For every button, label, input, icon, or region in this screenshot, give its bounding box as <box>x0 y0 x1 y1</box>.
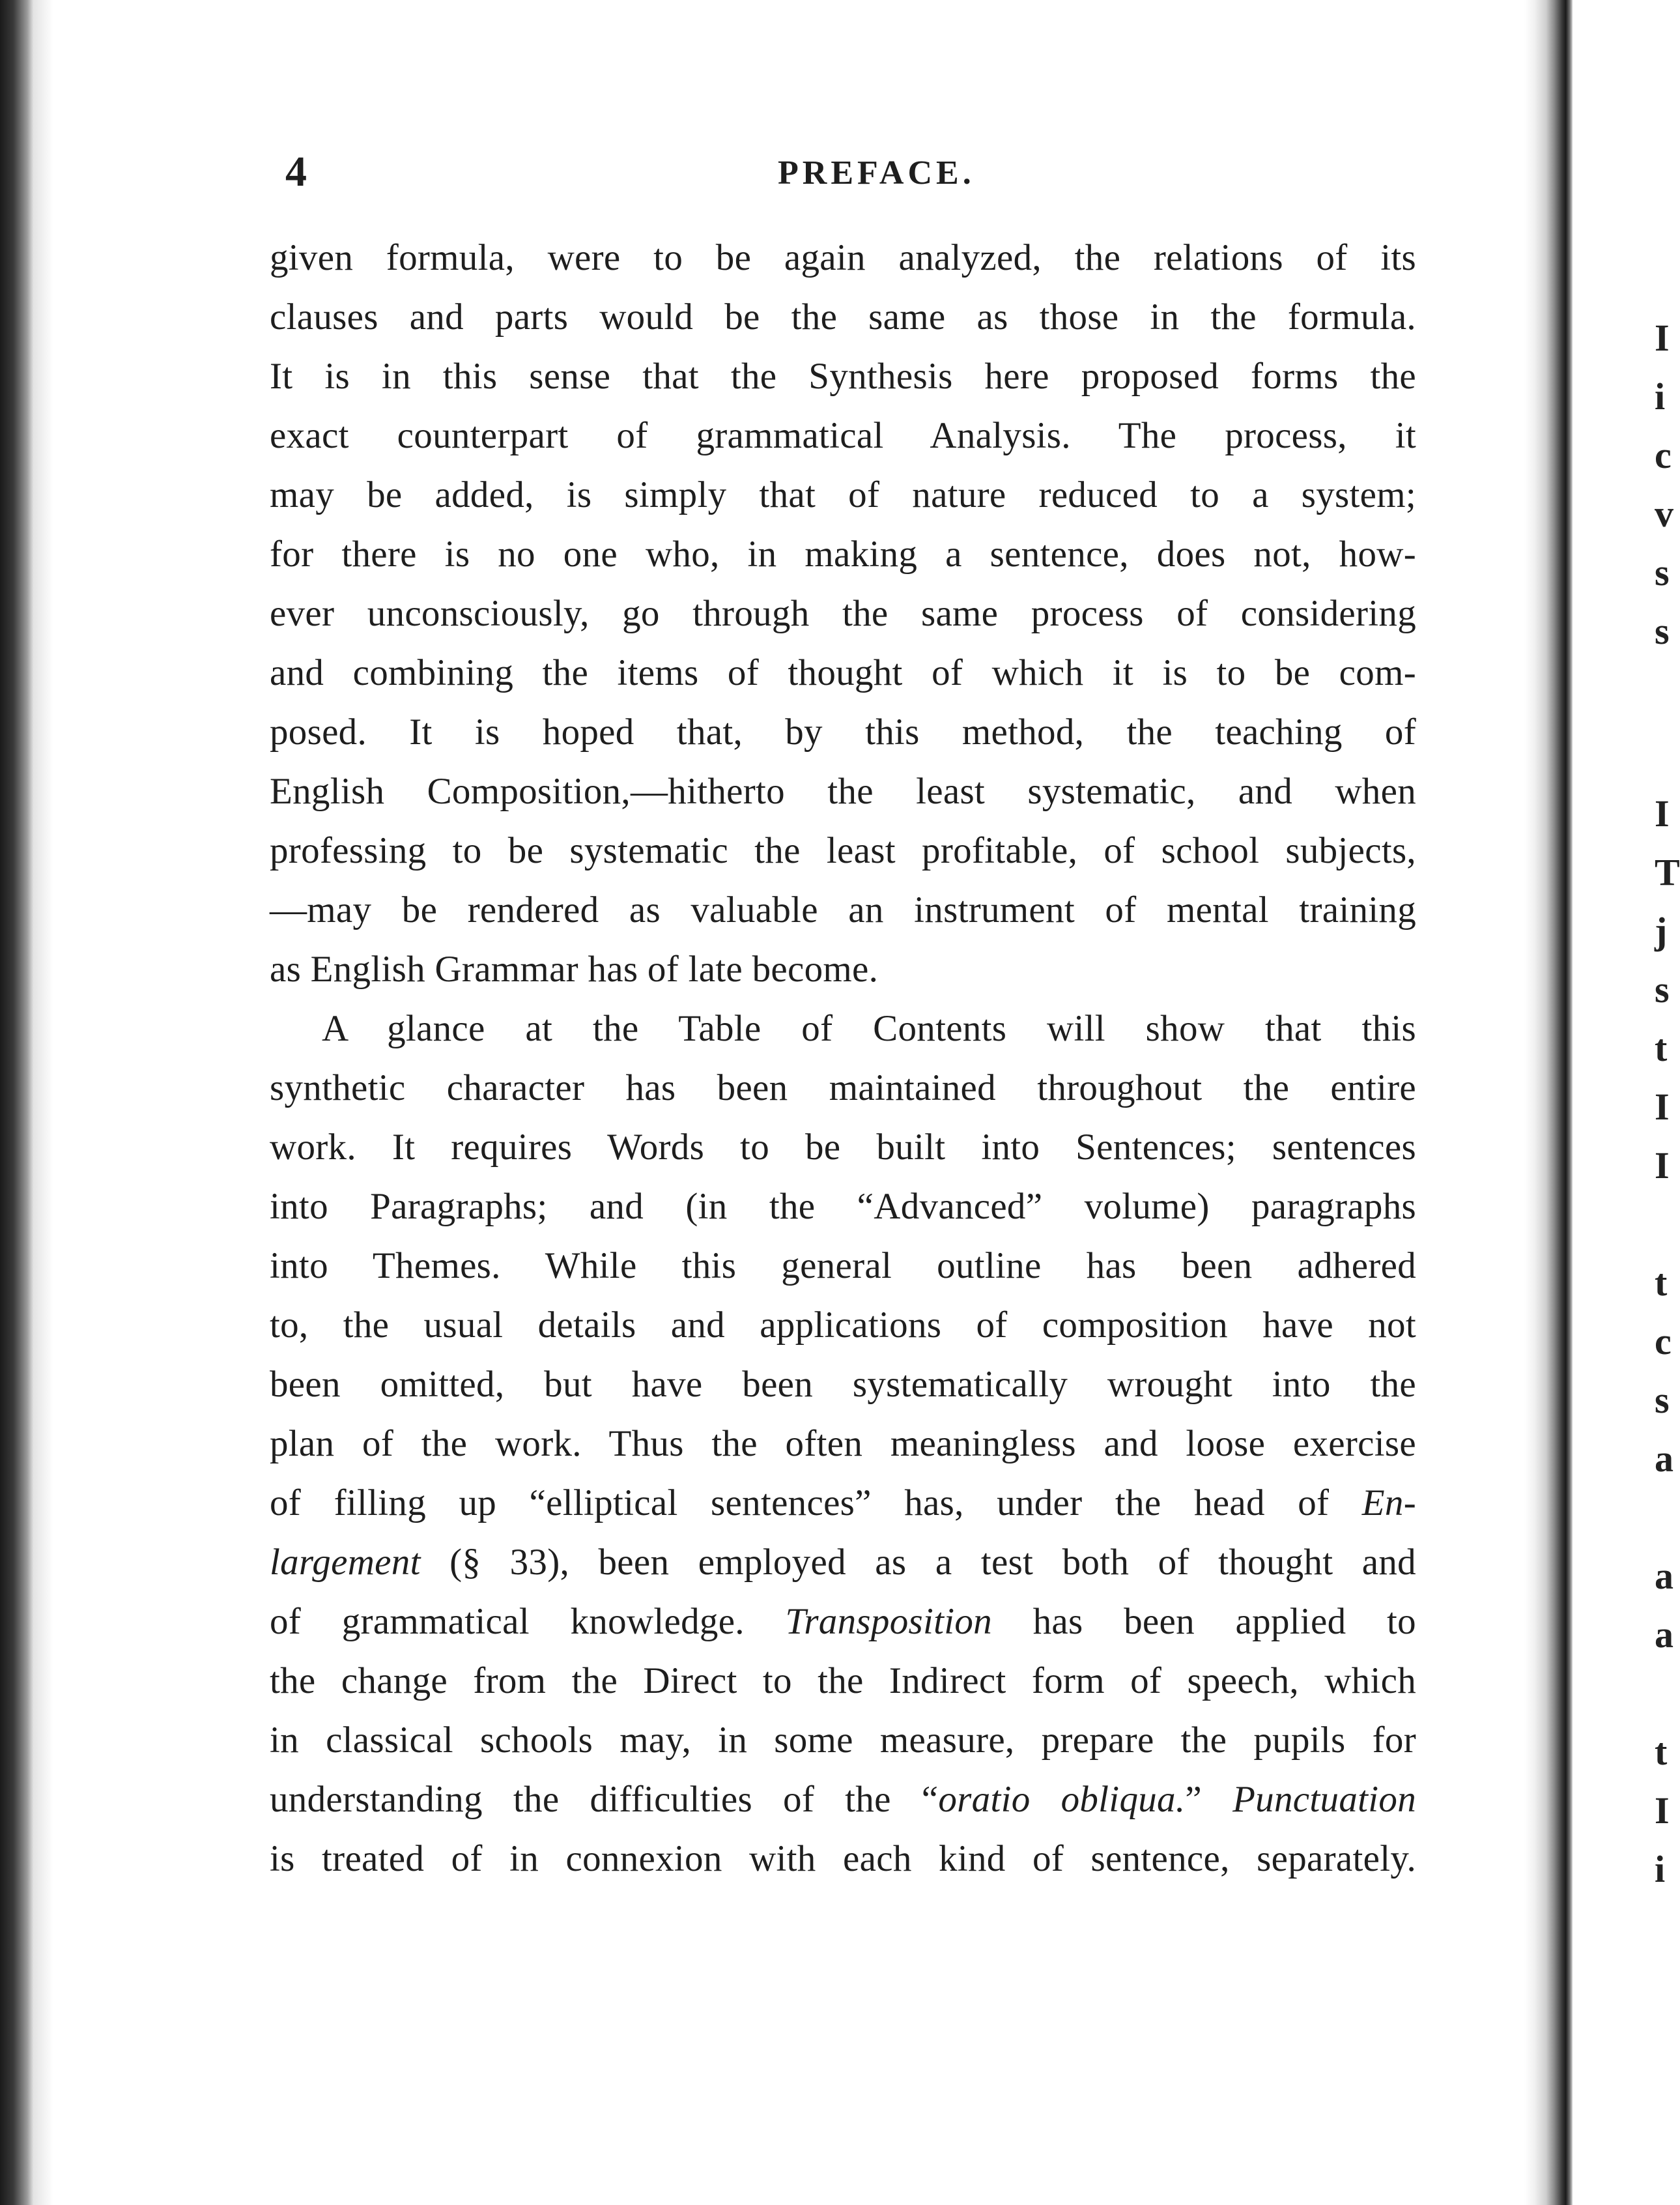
text-run: ” <box>1185 1779 1233 1820</box>
book-page <box>270 130 1416 1879</box>
italic-term: Punctuation <box>1232 1779 1416 1820</box>
facing-page-glyph: a <box>1655 1613 1673 1656</box>
text-line: synthetic character has been maintained throughout the entire <box>270 1067 1416 1108</box>
facing-page-glyph: I <box>1655 317 1670 359</box>
text-line: is treated of in connexion with each kind of sentence, separately. <box>270 1838 1416 1879</box>
facing-page-glyph: t <box>1655 1027 1668 1069</box>
facing-page-glyph: v <box>1655 493 1673 535</box>
facing-page-glyph: I <box>1655 1144 1670 1187</box>
book-gutter-shadow <box>1524 0 1573 2205</box>
facing-page-glyph: c <box>1655 1320 1672 1362</box>
text-line: ever unconsciously, go through the same process of considering <box>270 593 1416 634</box>
text-line <box>270 1770 1416 1829</box>
text-line: posed. It is hoped that, by this method, the teaching of <box>270 712 1416 753</box>
facing-page-glyph: a <box>1655 1555 1673 1597</box>
text-line: A glance at the Table of Contents will show that this <box>322 1008 1416 1049</box>
scan-left-edge <box>0 0 34 2205</box>
text-run: (§ 33), been employed as a test both of thought and <box>420 1542 1416 1583</box>
text-line: clauses and parts would be the same as those in the formula. <box>270 296 1416 338</box>
facing-page-glyph: s <box>1655 968 1670 1011</box>
text-line <box>270 1592 1416 1651</box>
facing-page-glyph: j <box>1655 910 1668 952</box>
facing-page-glyph: s <box>1655 551 1670 594</box>
scan-left-edge-fade <box>34 0 53 2205</box>
facing-page-glyph: I <box>1655 1086 1670 1128</box>
facing-page-glyph: i <box>1655 375 1666 418</box>
text-line <box>270 1533 1416 1592</box>
text-line: the change from the Direct to the Indirect form of speech, which <box>270 1660 1416 1701</box>
page-number: 4 <box>285 148 307 195</box>
facing-page-glyph: s <box>1655 610 1670 652</box>
text-run: of filling up “elliptical sentences” has, under the head of <box>270 1482 1362 1523</box>
text-line: It is in this sense that the Synthesis here proposed forms the <box>270 356 1416 397</box>
facing-page-glyph: t <box>1655 1261 1668 1304</box>
text-line: been omitted, but have been systematically wrought into the <box>270 1364 1416 1405</box>
text-line: exact counterpart of grammatical Analysis. The process, it <box>270 415 1416 456</box>
text-line: English Composition,—hitherto the least systematic, and when <box>270 771 1416 812</box>
text-line: professing to be systematic the least profitable, of school subjects, <box>270 830 1416 871</box>
text-run: understanding the difficulties of the “ <box>270 1779 939 1820</box>
text-line: given formula, were to be again analyzed, the relations of its <box>270 237 1416 278</box>
italic-term: largement <box>270 1542 421 1583</box>
text-line: work. It requires Words to be built into Sentences; sentences <box>270 1127 1416 1168</box>
facing-page-glyph: I <box>1655 1789 1670 1832</box>
body-text <box>270 228 1416 1888</box>
text-run: of grammatical knowledge. <box>270 1601 786 1642</box>
text-line: —may be rendered as valuable an instrument of mental training <box>270 889 1416 930</box>
paragraph-1 <box>270 228 1416 999</box>
italic-term: oratio obliqua. <box>938 1779 1186 1820</box>
text-line: as English Grammar has of late become. <box>270 949 879 990</box>
text-line <box>270 1473 1416 1533</box>
running-head <box>270 130 1416 209</box>
text-line: into Paragraphs; and (in the “Advanced” volume) paragraphs <box>270 1186 1416 1227</box>
text-line: to, the usual details and applications of composition have not <box>270 1304 1416 1346</box>
italic-term: En- <box>1361 1482 1416 1523</box>
facing-page-glyph: s <box>1655 1379 1670 1421</box>
text-line: for there is no one who, in making a sentence, does not, how- <box>270 534 1416 575</box>
facing-page-glyph: T <box>1655 851 1680 893</box>
running-title: PREFACE. <box>778 154 975 192</box>
text-line: and combining the items of thought of which it is to be com- <box>270 652 1416 693</box>
text-run: has been applied to <box>991 1601 1416 1642</box>
facing-page-glyph: a <box>1655 1437 1673 1480</box>
facing-page-glyph: c <box>1655 434 1672 476</box>
text-line: plan of the work. Thus the often meaningless and loose exercise <box>270 1423 1416 1464</box>
facing-page-glyph: I <box>1655 792 1670 835</box>
text-line: into Themes. While this general outline has been adhered <box>270 1245 1416 1286</box>
text-line: may be added, is simply that of nature reduced to a system; <box>270 474 1416 515</box>
facing-page-glyph: t <box>1655 1731 1668 1773</box>
italic-term: Transposition <box>785 1601 992 1642</box>
text-line: in classical schools may, in some measure, prepare the pupils for <box>270 1720 1416 1761</box>
paragraph-2 <box>270 999 1416 1888</box>
facing-page-glyph: i <box>1655 1848 1666 1890</box>
